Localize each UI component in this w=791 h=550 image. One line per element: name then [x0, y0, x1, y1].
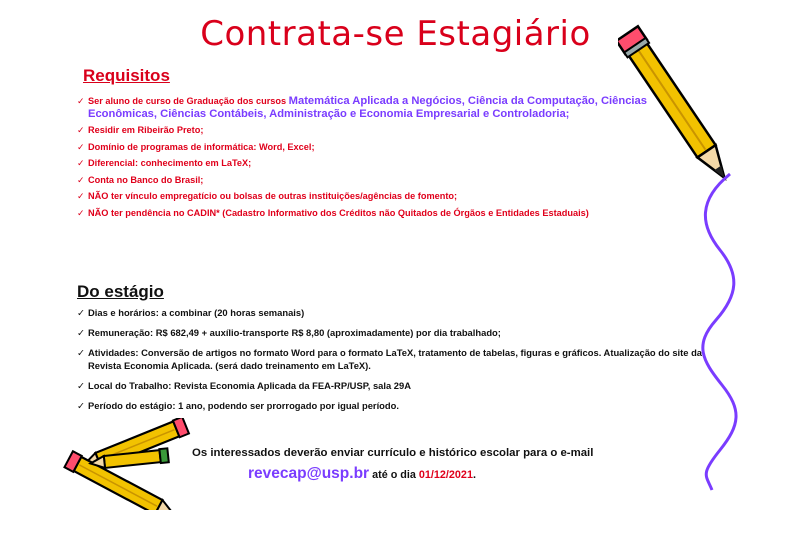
list-item: ✓ Período do estágio: 1 ano, podendo ser prorrogado por igual período. — [77, 399, 399, 411]
list-item: ✓ Dias e horários: a combinar (20 horas semanais) — [77, 307, 305, 318]
check-icon: ✓ — [77, 96, 85, 106]
list-item: ✓ Atividades: Conversão de artigos no formato Word para o formato LaTeX, tratamento de tabelas, figuras e gráficos. Atualização do site da Revista Economia Aplicada. (será dado treinamento em LaTeX). — [77, 347, 703, 371]
course-list: Matemática Aplicada a Negócios, Ciência da Computação, Ciências Econômicas, Ciências Contábeis, Administração e Economia Empresarial e Controladoria; — [88, 95, 647, 120]
check-icon: ✓ — [77, 399, 85, 411]
list-item: ✓ Conta no Banco do Brasil; — [77, 174, 204, 185]
contact-instructions: Os interessados deverão enviar currículo e histórico escolar para o e-mail — [192, 447, 594, 459]
list-item: ✓ Residir em Ribeirão Preto; — [77, 125, 204, 135]
list-item: ✓ Remuneração: R$ 682,49 + auxílio-transporte R$ 8,80 (aproximadamente) por dia trabalhado; — [77, 327, 501, 338]
check-icon: ✓ — [77, 307, 85, 318]
email-line: revecap@usp.br até o dia 01/12/2021. — [248, 465, 476, 482]
check-icon: ✓ — [77, 158, 85, 168]
check-icon: ✓ — [77, 379, 85, 391]
check-icon: ✓ — [77, 327, 85, 338]
pencils-icon — [44, 418, 194, 510]
squiggle-decoration — [690, 170, 750, 495]
estagio-heading: Do estágio — [77, 282, 164, 301]
check-icon: ✓ — [77, 174, 85, 185]
check-icon: ✓ — [77, 125, 85, 135]
check-icon: ✓ — [77, 191, 85, 201]
check-icon: ✓ — [77, 207, 85, 218]
list-item: ✓ Local do Trabalho: Revista Economia Aplicada da FEA-RP/USP, sala 29A — [77, 379, 412, 391]
list-item: ✓ NÃO ter vínculo empregatício ou bolsas de outras instituições/agências de fomento; — [77, 191, 458, 201]
page-title: Contrata-se Estagiário — [200, 14, 591, 54]
requisitos-heading: Requisitos — [83, 66, 170, 85]
list-item: ✓ Ser aluno de curso de Graduação dos cursos Matemática Aplicada a Negócios, Ciência da Computação, Ciências Econômicas, Ciências Contábeis, Administração e Economia Empresarial e Controladoria; — [77, 95, 647, 120]
deadline-date: 01/12/2021 — [418, 469, 473, 481]
check-icon: ✓ — [77, 347, 85, 358]
estagio-list — [77, 307, 717, 420]
check-icon: ✓ — [77, 141, 85, 152]
requisitos-list — [77, 95, 657, 223]
list-item: ✓ NÃO ter pendência no CADIN* (Cadastro Informativo dos Créditos não Quitados de Órgãos e Entidades Estaduais) — [77, 207, 589, 218]
list-item: ✓ Diferencial: conhecimento em LaTeX; — [77, 158, 252, 168]
list-item: ✓ Domínio de programas de informática: Word, Excel; — [77, 141, 315, 152]
email-link[interactable]: revecap@usp.br — [248, 465, 370, 482]
